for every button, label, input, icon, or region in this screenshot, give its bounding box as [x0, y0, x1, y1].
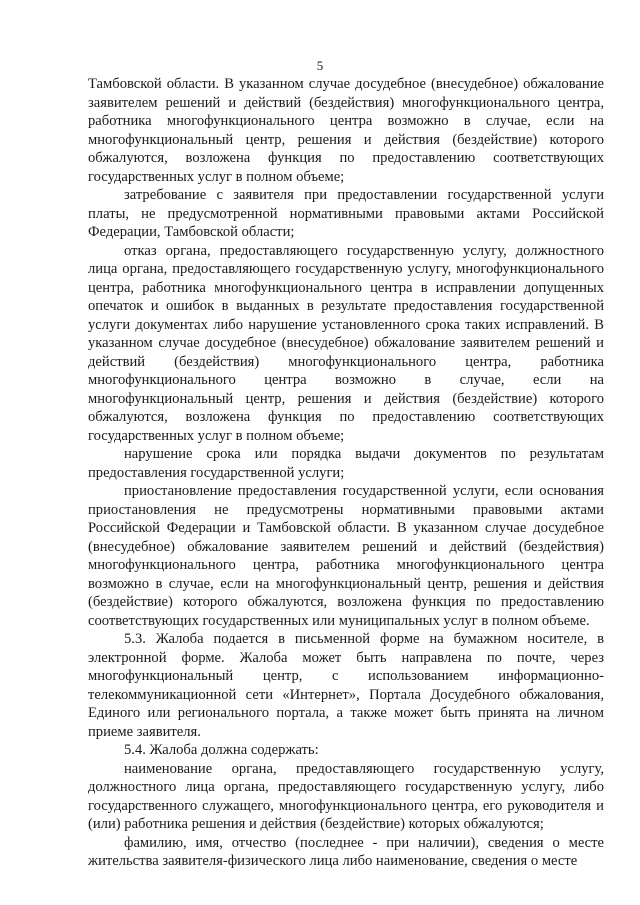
paragraph-continuation: Тамбовской области. В указанном случае досудебное (внесудебное) обжалование заявителем решений и действий (бездействия) многофункционального центра, работника многофункционального центра возможно в случае, если на многофункциональный центр, решения и действия (бездействие) которого обжалуются, возложена функция по предоставлению соответствующих государственных услуг в полном объеме; [88, 76, 604, 185]
paragraph-applicant-info: фамилию, имя, отчество (последнее - при наличии), сведения о месте жительства заявителя-физического лица либо наименование, сведения о месте [88, 834, 604, 869]
document-body [88, 75, 604, 871]
page-number: 5 [316, 58, 324, 73]
paragraph-body-name: наименование органа, предоставляющего государственную услугу, должностного лица органа, предоставляющего государственную услугу, либо государственного служащего, многофункционального центра, его руководителя и (или) работника решения и действия (бездействие) которых обжалуются; [88, 760, 604, 832]
paragraph-refusal-correction: отказ органа, предоставляющего государственную услугу, должностного лица органа, предоставляющего государственную услугу, многофункционального центра, работника многофункционального центра в исправлении допущенных опечаток и ошибок в выданных в результате предоставления государственной услуги документах либо нарушение установленного срока таких исправлений. В указанном случае досудебное (внесудебное) обжалование заявителем решений и действий (бездействия) многофункционального центра, работника многофункционального центра возможно в случае, если на многофункциональный центр, решения и действия (бездействие) которого обжалуются, возложена функция по предоставлению соответствующих государственных услуг в полном объеме; [88, 242, 604, 444]
paragraph-5-4: 5.4. Жалоба должна содержать: [124, 742, 319, 758]
paragraph-issuance-violation: нарушение срока или порядка выдачи документов по результатам предоставления государственной услуги; [88, 446, 604, 481]
paragraph-5-3: 5.3. Жалоба подается в письменной форме на бумажном носителе, в электронной форме. Жалоба может быть направлена по почте, через многофункциональный центр, с использованием информационно-телекоммуникационной сети «Интернет», Портала Досудебного обжалования, Единого или регионального портала, а также может быть принята на личном приеме заявителя. [88, 631, 604, 740]
paragraph-fee-demand: затребование с заявителя при предоставлении государственной услуги платы, не предусмотренной нормативными правовыми актами Российской Федерации, Тамбовской области; [88, 187, 604, 240]
paragraph-suspension: приостановление предоставления государственной услуги, если основания приостановления не предусмотрены нормативными правовыми актами Российской Федерации и Тамбовской области. В указанном случае досудебное (внесудебное) обжалование заявителем решений и действий (бездействия) многофункционального центра, работника многофункционального центра возможно в случае, если на многофункциональный центр, решения и действия (бездействие) которого обжалуются, возложена функция по предоставлению соответствующих государственных или муниципальных услуг в полном объеме. [88, 483, 604, 629]
